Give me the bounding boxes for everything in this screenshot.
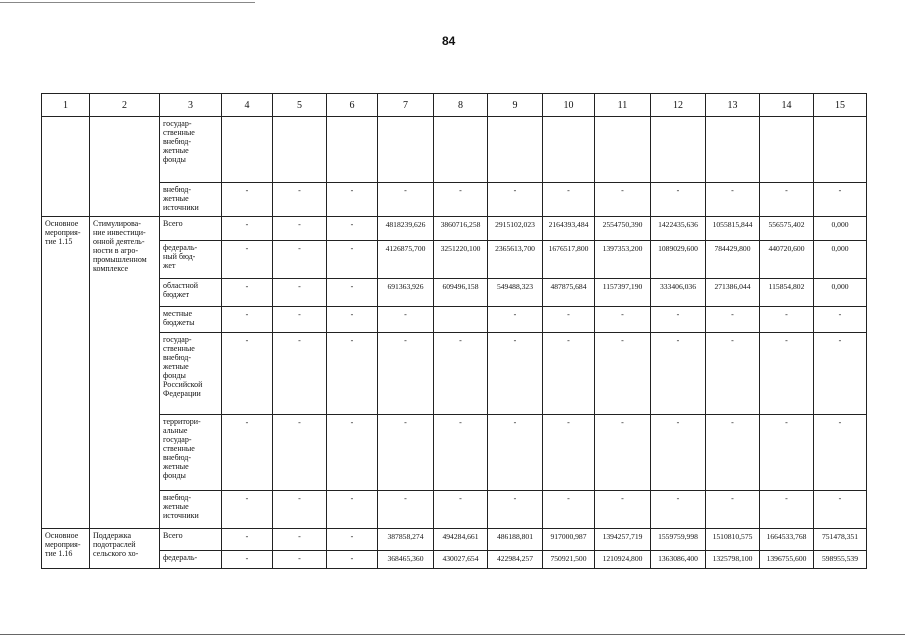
- value-cell: 1559759,998: [651, 529, 706, 551]
- page-number: 84: [442, 34, 456, 48]
- value-cell: -: [378, 415, 434, 491]
- value-cell: -: [327, 333, 378, 415]
- column-header: 3: [160, 94, 222, 117]
- value-cell: 0,000: [814, 241, 867, 279]
- value-cell: 422984,257: [488, 551, 543, 569]
- funding-source-cell: государ- ственные внебюд- жетные фонды: [160, 117, 222, 183]
- value-cell: -: [222, 415, 273, 491]
- header-row: [42, 94, 867, 117]
- column-header: 4: [222, 94, 273, 117]
- value-cell: -: [760, 415, 814, 491]
- column-header: 11: [595, 94, 651, 117]
- value-cell: 1676517,800: [543, 241, 595, 279]
- value-cell: -: [488, 415, 543, 491]
- value-cell: 486188,801: [488, 529, 543, 551]
- value-cell: -: [488, 333, 543, 415]
- funding-source-cell: федераль-: [160, 551, 222, 569]
- value-cell: -: [273, 415, 327, 491]
- value-cell: -: [378, 333, 434, 415]
- value-cell: -: [760, 491, 814, 529]
- value-cell: 4126875,700: [378, 241, 434, 279]
- activity-name-cell: [90, 117, 160, 217]
- column-header: 12: [651, 94, 706, 117]
- table-row: [42, 241, 867, 279]
- funding-source-cell: Всего: [160, 217, 222, 241]
- value-cell: 750921,500: [543, 551, 595, 569]
- value-cell: -: [273, 551, 327, 569]
- value-cell: -: [327, 415, 378, 491]
- table-row: [42, 415, 867, 491]
- value-cell: -: [706, 491, 760, 529]
- value-cell: [327, 117, 378, 183]
- value-cell: 4818239,626: [378, 217, 434, 241]
- value-cell: -: [222, 279, 273, 307]
- value-cell: 1325798,100: [706, 551, 760, 569]
- value-cell: 556575,402: [760, 217, 814, 241]
- value-cell: 3860716,258: [434, 217, 488, 241]
- value-cell: -: [222, 183, 273, 217]
- value-cell: -: [222, 333, 273, 415]
- column-header: 15: [814, 94, 867, 117]
- value-cell: -: [327, 217, 378, 241]
- value-cell: -: [814, 333, 867, 415]
- value-cell: -: [327, 491, 378, 529]
- column-header: 1: [42, 94, 90, 117]
- value-cell: -: [222, 551, 273, 569]
- value-cell: -: [378, 183, 434, 217]
- table-row: [42, 183, 867, 217]
- value-cell: -: [222, 241, 273, 279]
- value-cell: 487875,684: [543, 279, 595, 307]
- value-cell: -: [543, 307, 595, 333]
- value-cell: 1510810,575: [706, 529, 760, 551]
- value-cell: -: [814, 307, 867, 333]
- funding-source-cell: внебюд- жетные источники: [160, 491, 222, 529]
- value-cell: -: [222, 307, 273, 333]
- activity-code-cell: Основное мероприя- тие 1.16: [42, 529, 90, 569]
- table-row: [42, 279, 867, 307]
- value-cell: [543, 117, 595, 183]
- value-cell: -: [273, 241, 327, 279]
- value-cell: -: [760, 183, 814, 217]
- column-header: 14: [760, 94, 814, 117]
- value-cell: -: [273, 333, 327, 415]
- value-cell: 1157397,190: [595, 279, 651, 307]
- table-row: [42, 307, 867, 333]
- value-cell: [273, 117, 327, 183]
- value-cell: 784429,800: [706, 241, 760, 279]
- value-cell: -: [273, 279, 327, 307]
- value-cell: [651, 117, 706, 183]
- value-cell: -: [488, 491, 543, 529]
- value-cell: [595, 117, 651, 183]
- value-cell: -: [222, 529, 273, 551]
- value-cell: -: [273, 529, 327, 551]
- value-cell: -: [327, 551, 378, 569]
- value-cell: -: [595, 333, 651, 415]
- value-cell: -: [543, 415, 595, 491]
- column-header: 7: [378, 94, 434, 117]
- value-cell: 333406,036: [651, 279, 706, 307]
- value-cell: 2164393,484: [543, 217, 595, 241]
- value-cell: -: [651, 333, 706, 415]
- funding-source-cell: областной бюджет: [160, 279, 222, 307]
- value-cell: -: [595, 491, 651, 529]
- value-cell: 368465,360: [378, 551, 434, 569]
- funding-source-cell: территори- альные государ- ственные внебюд- жетные фонды: [160, 415, 222, 491]
- funding-source-cell: местные бюджеты: [160, 307, 222, 333]
- value-cell: -: [706, 333, 760, 415]
- value-cell: [814, 117, 867, 183]
- value-cell: -: [814, 491, 867, 529]
- value-cell: -: [706, 307, 760, 333]
- value-cell: -: [814, 183, 867, 217]
- value-cell: -: [760, 307, 814, 333]
- funding-source-cell: государ- ственные внебюд- жетные фонды Российской Федерации: [160, 333, 222, 415]
- value-cell: -: [651, 307, 706, 333]
- value-cell: 1422435,636: [651, 217, 706, 241]
- value-cell: 1363086,400: [651, 551, 706, 569]
- budget-table: [41, 93, 867, 569]
- bottom-rule: [0, 634, 905, 635]
- funding-source-cell: федераль- ный бюд- жет: [160, 241, 222, 279]
- value-cell: 1397353,200: [595, 241, 651, 279]
- value-cell: 691363,926: [378, 279, 434, 307]
- table-row: [42, 117, 867, 183]
- value-cell: 0,000: [814, 217, 867, 241]
- table-row: [42, 491, 867, 529]
- value-cell: 271386,044: [706, 279, 760, 307]
- table-row: [42, 551, 867, 569]
- value-cell: 1396755,600: [760, 551, 814, 569]
- value-cell: -: [273, 307, 327, 333]
- value-cell: 440720,600: [760, 241, 814, 279]
- table-row: [42, 217, 867, 241]
- value-cell: -: [651, 415, 706, 491]
- value-cell: -: [273, 183, 327, 217]
- value-cell: -: [273, 491, 327, 529]
- value-cell: -: [543, 491, 595, 529]
- value-cell: 115854,802: [760, 279, 814, 307]
- value-cell: 751478,351: [814, 529, 867, 551]
- value-cell: 2365613,700: [488, 241, 543, 279]
- value-cell: -: [595, 415, 651, 491]
- value-cell: 1210924,800: [595, 551, 651, 569]
- funding-source-cell: Всего: [160, 529, 222, 551]
- value-cell: [706, 117, 760, 183]
- value-cell: 430027,654: [434, 551, 488, 569]
- value-cell: 1089029,600: [651, 241, 706, 279]
- table-row: [42, 529, 867, 551]
- column-header: 5: [273, 94, 327, 117]
- column-header: 9: [488, 94, 543, 117]
- value-cell: 609496,158: [434, 279, 488, 307]
- value-cell: -: [273, 217, 327, 241]
- value-cell: -: [327, 183, 378, 217]
- value-cell: 0,000: [814, 279, 867, 307]
- value-cell: -: [595, 183, 651, 217]
- value-cell: [434, 307, 488, 333]
- column-header: 13: [706, 94, 760, 117]
- value-cell: -: [651, 491, 706, 529]
- value-cell: -: [327, 241, 378, 279]
- value-cell: -: [595, 307, 651, 333]
- value-cell: 1055815,844: [706, 217, 760, 241]
- column-header: 8: [434, 94, 488, 117]
- value-cell: -: [327, 279, 378, 307]
- value-cell: -: [543, 333, 595, 415]
- value-cell: -: [327, 529, 378, 551]
- value-cell: -: [434, 491, 488, 529]
- value-cell: -: [434, 415, 488, 491]
- value-cell: -: [327, 307, 378, 333]
- value-cell: [488, 117, 543, 183]
- value-cell: -: [543, 183, 595, 217]
- value-cell: -: [222, 217, 273, 241]
- column-header: 6: [327, 94, 378, 117]
- value-cell: 494284,661: [434, 529, 488, 551]
- value-cell: -: [706, 183, 760, 217]
- value-cell: 3251220,100: [434, 241, 488, 279]
- value-cell: -: [434, 183, 488, 217]
- value-cell: -: [814, 415, 867, 491]
- value-cell: [222, 117, 273, 183]
- table-row: [42, 333, 867, 415]
- value-cell: -: [488, 307, 543, 333]
- activity-name-cell: Стимулирова- ние инвестици- онной деятель- ности в агро- промышленном комплексе: [90, 217, 160, 529]
- value-cell: -: [706, 415, 760, 491]
- column-header: 2: [90, 94, 160, 117]
- value-cell: 387858,274: [378, 529, 434, 551]
- value-cell: 1394257,719: [595, 529, 651, 551]
- value-cell: 598955,539: [814, 551, 867, 569]
- value-cell: [434, 117, 488, 183]
- activity-code-cell: [42, 117, 90, 217]
- value-cell: 549488,323: [488, 279, 543, 307]
- top-rule: [0, 2, 255, 3]
- value-cell: 1664533,768: [760, 529, 814, 551]
- value-cell: -: [378, 491, 434, 529]
- value-cell: -: [378, 307, 434, 333]
- value-cell: -: [222, 491, 273, 529]
- activity-code-cell: Основное мероприя- тие 1.15: [42, 217, 90, 529]
- value-cell: [760, 117, 814, 183]
- value-cell: 2915102,023: [488, 217, 543, 241]
- funding-source-cell: внебюд- жетные источники: [160, 183, 222, 217]
- column-header: 10: [543, 94, 595, 117]
- value-cell: 917000,987: [543, 529, 595, 551]
- value-cell: [378, 117, 434, 183]
- value-cell: -: [760, 333, 814, 415]
- value-cell: -: [488, 183, 543, 217]
- activity-name-cell: Поддержка подотраслей сельского хо-: [90, 529, 160, 569]
- value-cell: -: [651, 183, 706, 217]
- value-cell: 2554750,390: [595, 217, 651, 241]
- value-cell: -: [434, 333, 488, 415]
